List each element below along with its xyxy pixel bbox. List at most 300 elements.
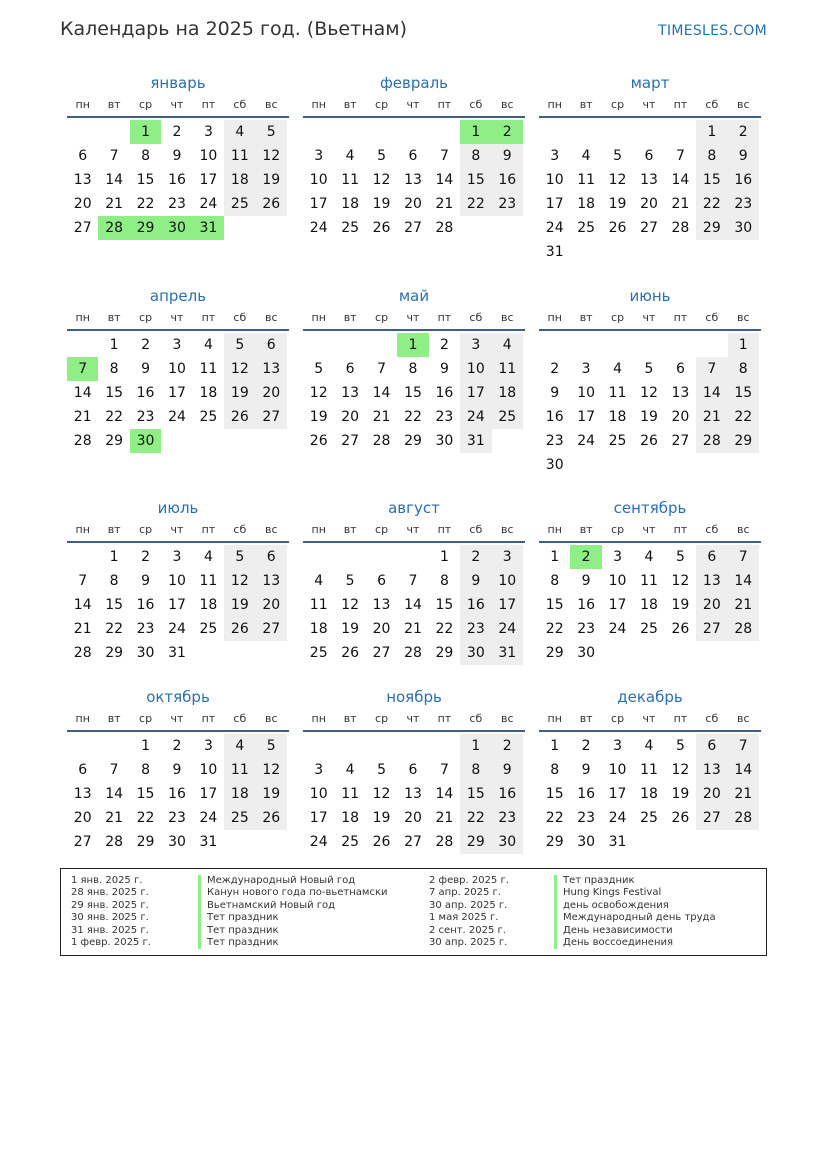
day-cell: 7 [408,573,418,589]
weekday-label: ср [375,523,389,536]
day-cell: 3 [203,124,213,140]
day-cell: 2 [728,120,759,144]
day-cell: 10 [545,172,564,188]
weekday-label: ср [611,712,625,725]
day-cell: 23 [168,196,186,212]
empty-cell [67,734,98,758]
day-cell: 11 [341,172,360,188]
weekday-label: пт [201,712,216,725]
day-cell: 15 [105,385,124,401]
day-cell: 30 [545,457,564,473]
day-cell: 14 [696,381,727,405]
day-cell: 1 [109,337,119,353]
empty-cell [665,830,696,854]
day-cell: 16 [168,172,186,188]
day-cell: 2 [141,337,151,353]
weekday-label: ср [139,712,153,725]
empty-cell [303,120,334,144]
day-cell: 27 [256,617,287,641]
day-cell: 8 [460,758,491,782]
day-cell: 13 [372,597,391,613]
day-cell: 17 [608,597,627,613]
month-11 [303,686,525,854]
day-cell: 22 [105,409,124,425]
weekday-label: вт [579,712,593,725]
day-cell: 6 [696,545,727,569]
day-cell: 9 [172,148,182,164]
month-3 [539,72,761,264]
day-cell: 6 [408,148,418,164]
day-cell: 12 [640,385,658,401]
day-cell: 18 [199,385,218,401]
weekday-label: вт [343,98,357,111]
day-cell: 29 [105,433,124,449]
day-cell: 22 [545,810,564,826]
day-cell: 20 [696,782,727,806]
empty-cell [256,830,287,854]
legend-holiday-name: Тет праздник [198,925,388,937]
day-cell: 5 [675,549,685,565]
weekday-label: пт [201,311,216,324]
day-cell: 16 [577,597,596,613]
day-grid [303,120,525,240]
day-cell: 18 [341,196,360,212]
legend-left-dates [71,875,151,949]
day-cell: 6 [408,762,418,778]
day-cell: 10 [168,361,186,377]
empty-cell [570,240,601,264]
empty-cell [224,830,255,854]
day-cell: 19 [224,381,255,405]
weekday-label: вт [107,98,121,111]
weekday-label: вс [500,98,514,111]
month-name: январь [150,74,206,92]
empty-cell [67,120,98,144]
day-cell: 13 [341,385,360,401]
day-cell: 7 [439,762,449,778]
legend-holiday-name: день освобождения [554,900,716,912]
day-cell: 25 [341,220,360,236]
day-cell: 22 [435,621,454,637]
day-cell: 8 [141,148,151,164]
day-cell: 6 [78,148,88,164]
empty-cell [366,333,397,357]
day-cell: 28 [105,834,124,850]
day-cell: 15 [545,597,564,613]
weekday-header [67,523,289,543]
day-cell: 25 [608,433,627,449]
weekday-header [539,712,761,732]
legend-date: 30 апр. 2025 г. [429,936,508,948]
day-cell: 26 [341,645,360,661]
day-cell: 1 [460,734,491,758]
day-cell: 27 [256,405,287,429]
day-cell: 3 [314,148,324,164]
empty-cell [602,240,633,264]
day-cell: 7 [728,734,759,758]
day-cell: 30 [728,216,759,240]
day-cell: 6 [644,148,654,164]
day-cell: 6 [696,734,727,758]
empty-cell [224,429,255,453]
day-cell: 19 [372,196,391,212]
weekday-label: вт [579,311,593,324]
empty-cell [193,641,224,665]
day-cell: 12 [341,597,360,613]
day-cell: 14 [73,597,92,613]
day-cell: 21 [105,810,124,826]
day-cell: 13 [696,569,727,593]
day-cell: 14 [728,569,759,593]
empty-cell [429,120,460,144]
day-cell: 27 [341,433,360,449]
day-cell: 21 [105,196,124,212]
day-cell: 21 [73,621,92,637]
day-cell: 2 [439,337,449,353]
weekday-label: ср [375,712,389,725]
day-cell: 5 [224,333,255,357]
day-cell: 7 [675,148,685,164]
day-cell: 24 [492,617,523,641]
weekday-label: вт [579,98,593,111]
legend-holiday-name: Международный Новый год [198,875,388,887]
day-cell: 17 [460,381,491,405]
month-name: июнь [629,287,671,305]
weekday-label: вт [107,523,121,536]
day-cell: 28 [404,645,422,661]
day-cell: 13 [73,786,92,802]
day-cell: 2 [141,549,151,565]
day-cell: 22 [460,192,491,216]
month-name: декабрь [617,688,683,706]
month-10 [67,686,289,854]
day-cell: 15 [460,782,491,806]
day-cell: 16 [460,593,491,617]
day-cell: 13 [696,758,727,782]
day-cell: 11 [309,597,328,613]
day-cell: 7 [67,357,98,381]
day-cell: 2 [172,124,182,140]
month-12 [539,686,761,854]
day-cell: 5 [377,762,387,778]
weekday-label: пн [75,311,90,324]
weekday-label: вт [343,523,357,536]
weekday-label: пт [673,712,688,725]
empty-cell [665,641,696,665]
empty-cell [665,453,696,477]
weekday-header [67,98,289,118]
day-cell: 26 [671,621,690,637]
empty-cell [334,734,365,758]
empty-cell [303,734,334,758]
day-cell: 26 [256,806,287,830]
day-cell: 23 [136,409,155,425]
day-cell: 8 [728,357,759,381]
weekday-label: ср [139,523,153,536]
day-cell: 20 [404,810,422,826]
day-cell: 26 [309,433,328,449]
empty-cell [602,453,633,477]
legend-holiday-name: Международный день труда [554,912,716,924]
day-cell: 19 [309,409,328,425]
day-cell: 8 [141,762,151,778]
day-cell: 7 [728,545,759,569]
day-cell: 30 [435,433,454,449]
empty-cell [696,333,727,357]
day-cell: 13 [404,786,422,802]
day-grid [67,545,289,665]
day-cell: 2 [492,734,523,758]
weekday-label: вс [736,712,750,725]
day-cell: 6 [256,333,287,357]
day-cell: 8 [696,144,727,168]
weekday-header [539,98,761,118]
weekday-label: пн [547,311,562,324]
weekday-label: вт [343,712,357,725]
day-cell: 30 [168,834,186,850]
month-name: октябрь [146,688,210,706]
month-8 [303,497,525,665]
day-cell: 25 [199,621,218,637]
day-cell: 24 [608,621,627,637]
empty-cell [602,333,633,357]
empty-cell [696,641,727,665]
empty-cell [602,641,633,665]
weekday-label: вт [107,311,121,324]
empty-cell [728,641,759,665]
day-cell: 20 [404,196,422,212]
weekday-label: вс [736,98,750,111]
legend-holiday-name: Тет праздник [198,937,388,949]
day-cell: 4 [345,148,355,164]
day-cell: 2 [460,545,491,569]
day-cell: 8 [460,144,491,168]
day-cell: 9 [581,573,591,589]
weekday-label: пн [75,98,90,111]
day-cell: 31 [193,216,224,240]
day-cell: 22 [696,192,727,216]
empty-cell [602,120,633,144]
weekday-label: вс [264,311,278,324]
empty-cell [366,120,397,144]
day-cell: 21 [728,782,759,806]
month-name: сентябрь [613,499,687,517]
day-cell: 28 [73,433,92,449]
day-cell: 4 [203,549,213,565]
day-cell: 3 [203,738,213,754]
day-cell: 6 [675,361,685,377]
empty-cell [570,333,601,357]
day-cell: 5 [224,545,255,569]
empty-cell [224,641,255,665]
weekday-label: вс [500,712,514,725]
day-cell: 10 [168,573,186,589]
day-cell: 29 [136,834,155,850]
day-cell: 22 [136,196,155,212]
day-cell: 21 [435,810,454,826]
weekday-header [67,311,289,331]
day-cell: 12 [372,786,391,802]
day-cell: 8 [550,762,560,778]
day-cell: 14 [728,758,759,782]
day-cell: 14 [671,172,690,188]
day-cell: 6 [345,361,355,377]
site-link[interactable]: TIMESLES.COM [658,23,767,39]
day-cell: 12 [224,357,255,381]
day-cell: 10 [608,573,627,589]
day-cell: 17 [608,786,627,802]
empty-cell [665,333,696,357]
month-7 [67,497,289,665]
day-cell: 27 [404,220,422,236]
day-cell: 15 [136,172,155,188]
day-cell: 27 [696,617,727,641]
day-cell: 30 [161,216,192,240]
day-cell: 30 [492,830,523,854]
day-cell: 29 [696,216,727,240]
weekday-label: чт [170,712,184,725]
weekday-label: пн [75,712,90,725]
day-cell: 23 [435,409,454,425]
day-cell: 20 [640,196,658,212]
day-cell: 28 [696,429,727,453]
empty-cell [67,333,98,357]
day-cell: 17 [199,172,218,188]
day-cell: 19 [372,810,391,826]
empty-cell [728,240,759,264]
weekday-label: сб [469,712,483,725]
day-cell: 28 [728,617,759,641]
day-cell: 29 [105,645,124,661]
day-cell: 23 [577,810,596,826]
day-cell: 18 [608,409,627,425]
empty-cell [633,333,664,357]
day-cell: 1 [550,738,560,754]
weekday-label: вт [579,523,593,536]
day-cell: 21 [435,196,454,212]
day-cell: 27 [404,834,422,850]
day-cell: 11 [577,172,596,188]
day-cell: 23 [577,621,596,637]
day-cell: 24 [608,810,627,826]
day-cell: 12 [309,385,328,401]
day-cell: 14 [105,786,124,802]
day-cell: 17 [168,385,186,401]
weekday-header [67,712,289,732]
weekday-label: пт [201,523,216,536]
day-cell: 20 [73,810,92,826]
day-cell: 9 [728,144,759,168]
empty-cell [256,641,287,665]
day-cell: 20 [696,593,727,617]
day-cell: 11 [492,357,523,381]
day-cell: 7 [78,573,88,589]
month-name: апрель [149,287,207,305]
day-cell: 3 [581,361,591,377]
month-name: июль [157,499,199,517]
weekday-label: ср [139,311,153,324]
day-cell: 29 [545,645,564,661]
day-cell: 18 [640,786,658,802]
weekday-label: пт [201,98,216,111]
day-cell: 14 [404,597,422,613]
weekday-label: сб [705,712,719,725]
day-cell: 20 [372,621,391,637]
day-cell: 24 [460,405,491,429]
day-cell: 23 [492,192,523,216]
day-cell: 11 [640,762,658,778]
day-cell: 18 [341,810,360,826]
legend-date: 1 янв. 2025 г. [71,875,143,886]
empty-cell [633,453,664,477]
day-cell: 1 [141,738,151,754]
weekday-label: чт [406,311,420,324]
day-cell: 2 [492,120,523,144]
day-cell: 22 [460,806,491,830]
day-cell: 16 [136,597,155,613]
day-cell: 24 [199,196,218,212]
day-grid [303,333,525,453]
legend-holiday-name: День независимости [554,925,716,937]
empty-cell [429,734,460,758]
day-grid [303,734,525,854]
day-cell: 22 [136,810,155,826]
holiday-legend [60,868,767,956]
empty-cell [696,240,727,264]
day-cell: 25 [640,621,658,637]
day-cell: 21 [73,409,92,425]
day-cell: 14 [105,172,124,188]
day-cell: 31 [545,244,564,260]
day-cell: 1 [397,333,428,357]
day-cell: 26 [671,810,690,826]
month-name: август [388,499,440,517]
day-cell: 25 [199,409,218,425]
day-cell: 28 [435,220,454,236]
day-cell: 19 [341,621,360,637]
day-cell: 8 [550,573,560,589]
day-cell: 10 [199,148,218,164]
day-cell: 15 [435,597,454,613]
day-cell: 16 [435,385,454,401]
day-cell: 7 [439,148,449,164]
day-cell: 4 [644,738,654,754]
day-cell: 6 [256,545,287,569]
day-cell: 27 [696,806,727,830]
day-grid [539,120,761,264]
day-cell: 19 [640,409,658,425]
day-cell: 21 [671,196,690,212]
day-cell: 9 [492,758,523,782]
day-cell: 10 [460,357,491,381]
weekday-label: вс [264,98,278,111]
day-cell: 5 [256,120,287,144]
day-cell: 9 [439,361,449,377]
day-cell: 27 [640,220,658,236]
day-cell: 24 [545,220,564,236]
empty-cell [633,120,664,144]
day-cell: 5 [256,734,287,758]
month-name: февраль [379,74,449,92]
day-cell: 7 [109,148,119,164]
day-cell: 31 [460,429,491,453]
day-cell: 28 [435,834,454,850]
weekday-label: сб [705,98,719,111]
day-cell: 16 [492,168,523,192]
day-cell: 18 [640,597,658,613]
day-cell: 16 [577,786,596,802]
day-cell: 28 [98,216,129,240]
